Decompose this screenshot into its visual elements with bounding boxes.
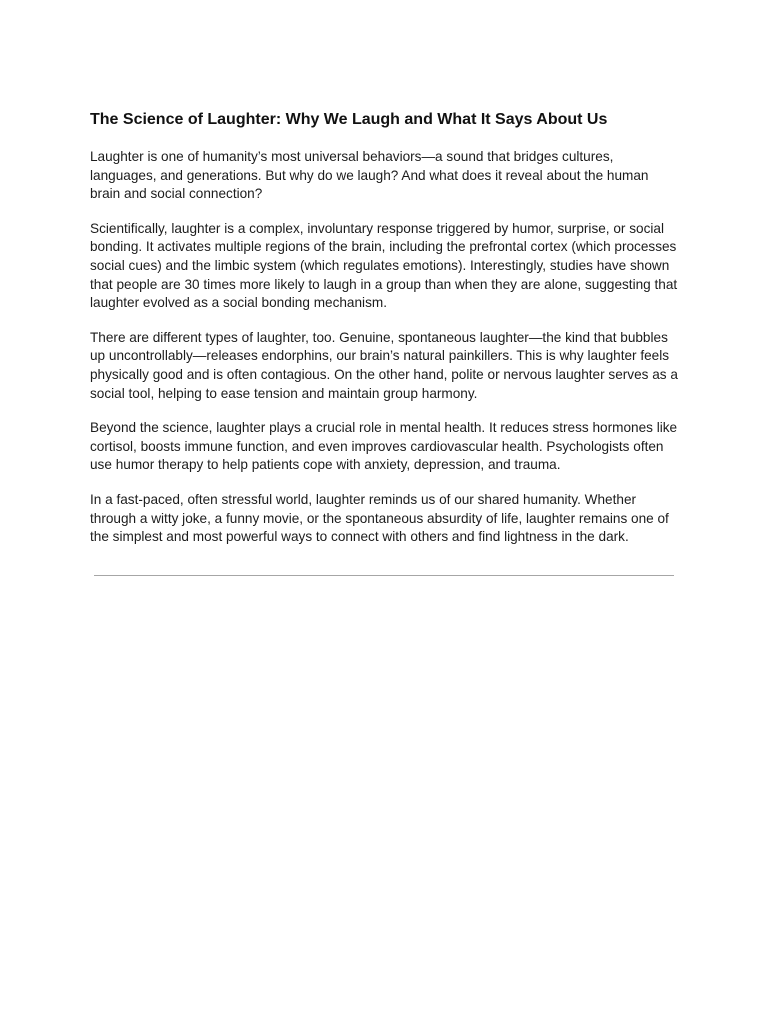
paragraph-science: Scientifically, laughter is a complex, involuntary response triggered by humor, surprise, or social bonding. It activates multiple regions of the brain, including the prefrontal cortex (which processes social cues) and the limbic system (which regulates emotions). Interestingly, studies have shown that people are 30 times more likely to laugh in a group than when they are alone, suggesting that laughter evolved as a social bonding mechanism. xyxy=(90,220,678,311)
document-title: The Science of Laughter: Why We Laugh and What It Says About Us xyxy=(90,111,608,128)
paragraph-mental-health: Beyond the science, laughter plays a crucial role in mental health. It reduces stress hormones like cortisol, boosts immune function, and even improves cardiovascular health. Psychologists often use humor therapy to help patients cope with anxiety, depression, and trauma. xyxy=(90,420,678,473)
paragraph-types: There are different types of laughter, too. Genuine, spontaneous laughter—the kind that bubbles up uncontrollably—releases endorphins, our brain’s natural painkillers. This is why laughter feels physically good and is often contagious. On the other hand, polite or nervous laughter serves as a social tool, helping to ease tension and maintain group harmony. xyxy=(90,329,678,401)
horizontal-divider xyxy=(94,575,674,576)
paragraph-intro: Laughter is one of humanity’s most universal behaviors—a sound that bridges cultures, languages, and generations. But why do we laugh? And what does it reveal about the human brain and social connection? xyxy=(90,149,649,202)
document-content xyxy=(90,109,682,563)
paragraph-conclusion: In a fast-paced, often stressful world, laughter reminds us of our shared humanity. Whether through a witty joke, a funny movie, or the spontaneous absurdity of life, laughter remains one of the simplest and most powerful ways to connect with others and find lightness in the dark. xyxy=(90,491,669,545)
